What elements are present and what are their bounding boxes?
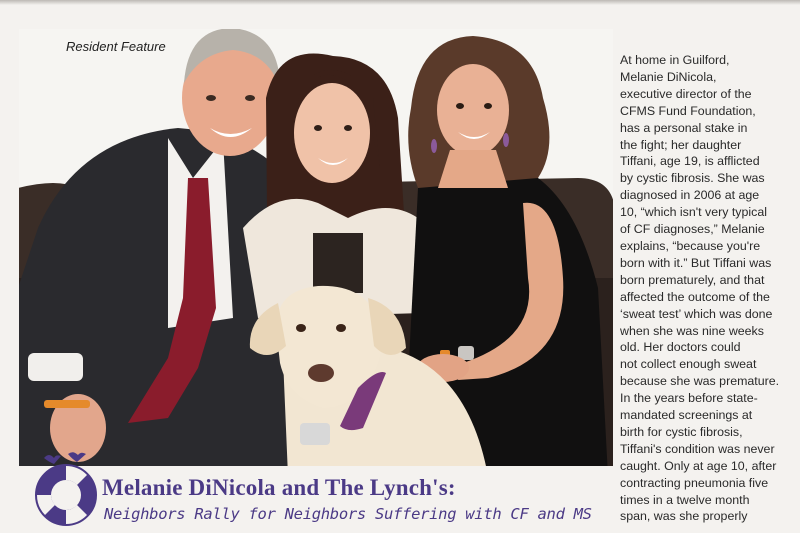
article-line: by cystic fibrosis. She was bbox=[620, 171, 765, 186]
article-line: because she was premature. bbox=[620, 374, 780, 389]
article-line: affected the outcome of the bbox=[620, 289, 770, 304]
article-line: when she was nine weeks bbox=[620, 323, 764, 338]
article-line: born prematurely, and that bbox=[620, 272, 765, 287]
article-line: diagnosed in 2006 at age bbox=[620, 188, 760, 203]
article-line: has a personal stake in bbox=[620, 120, 748, 135]
article-line: Melanie DiNicola, bbox=[620, 69, 717, 84]
article-line: times in a twelve month bbox=[620, 492, 750, 507]
life-ring-with-birds-icon bbox=[26, 450, 106, 528]
page-top-edge bbox=[0, 0, 800, 5]
article-line: CFMS Fund Foundation, bbox=[620, 103, 756, 118]
article-headline: Melanie DiNicola and The Lynch's: bbox=[102, 475, 456, 500]
family-photo bbox=[18, 28, 614, 476]
article-subheadline: Neighbors Rally for Neighbors Suffering with CF and MS bbox=[104, 505, 592, 523]
article-line: ‘sweat test’ which was done bbox=[620, 306, 773, 321]
article-line: At home in Guilford, bbox=[620, 53, 730, 67]
article-line: Tiffani's condition was never bbox=[620, 441, 775, 456]
article-column bbox=[620, 52, 798, 525]
article-line: birth for cystic fibrosis, bbox=[620, 424, 743, 439]
article-line: span, was she properly bbox=[620, 509, 748, 524]
article-line: executive director of the bbox=[620, 86, 752, 101]
article-line: explains, “because you're bbox=[620, 238, 761, 253]
article-line: of CF diagnoses,” Melanie bbox=[620, 222, 765, 237]
section-label: Resident Feature bbox=[66, 39, 166, 54]
article-line: the fight; her daughter bbox=[620, 137, 742, 152]
article-line: In the years before state- bbox=[620, 391, 758, 406]
article-line: old. Her doctors could bbox=[620, 340, 741, 355]
article-line: caught. Only at age 10, after bbox=[620, 458, 777, 473]
article-line: mandated screenings at bbox=[620, 408, 753, 423]
article-line: Tiffani, age 19, is afflicted bbox=[620, 154, 760, 169]
article-line: born with it.” But Tiffani was bbox=[620, 255, 772, 270]
article-line: contracting pneumonia five bbox=[620, 475, 769, 490]
article-line: not collect enough sweat bbox=[620, 357, 757, 372]
article-line: 10, “which isn't very typical bbox=[620, 205, 767, 220]
